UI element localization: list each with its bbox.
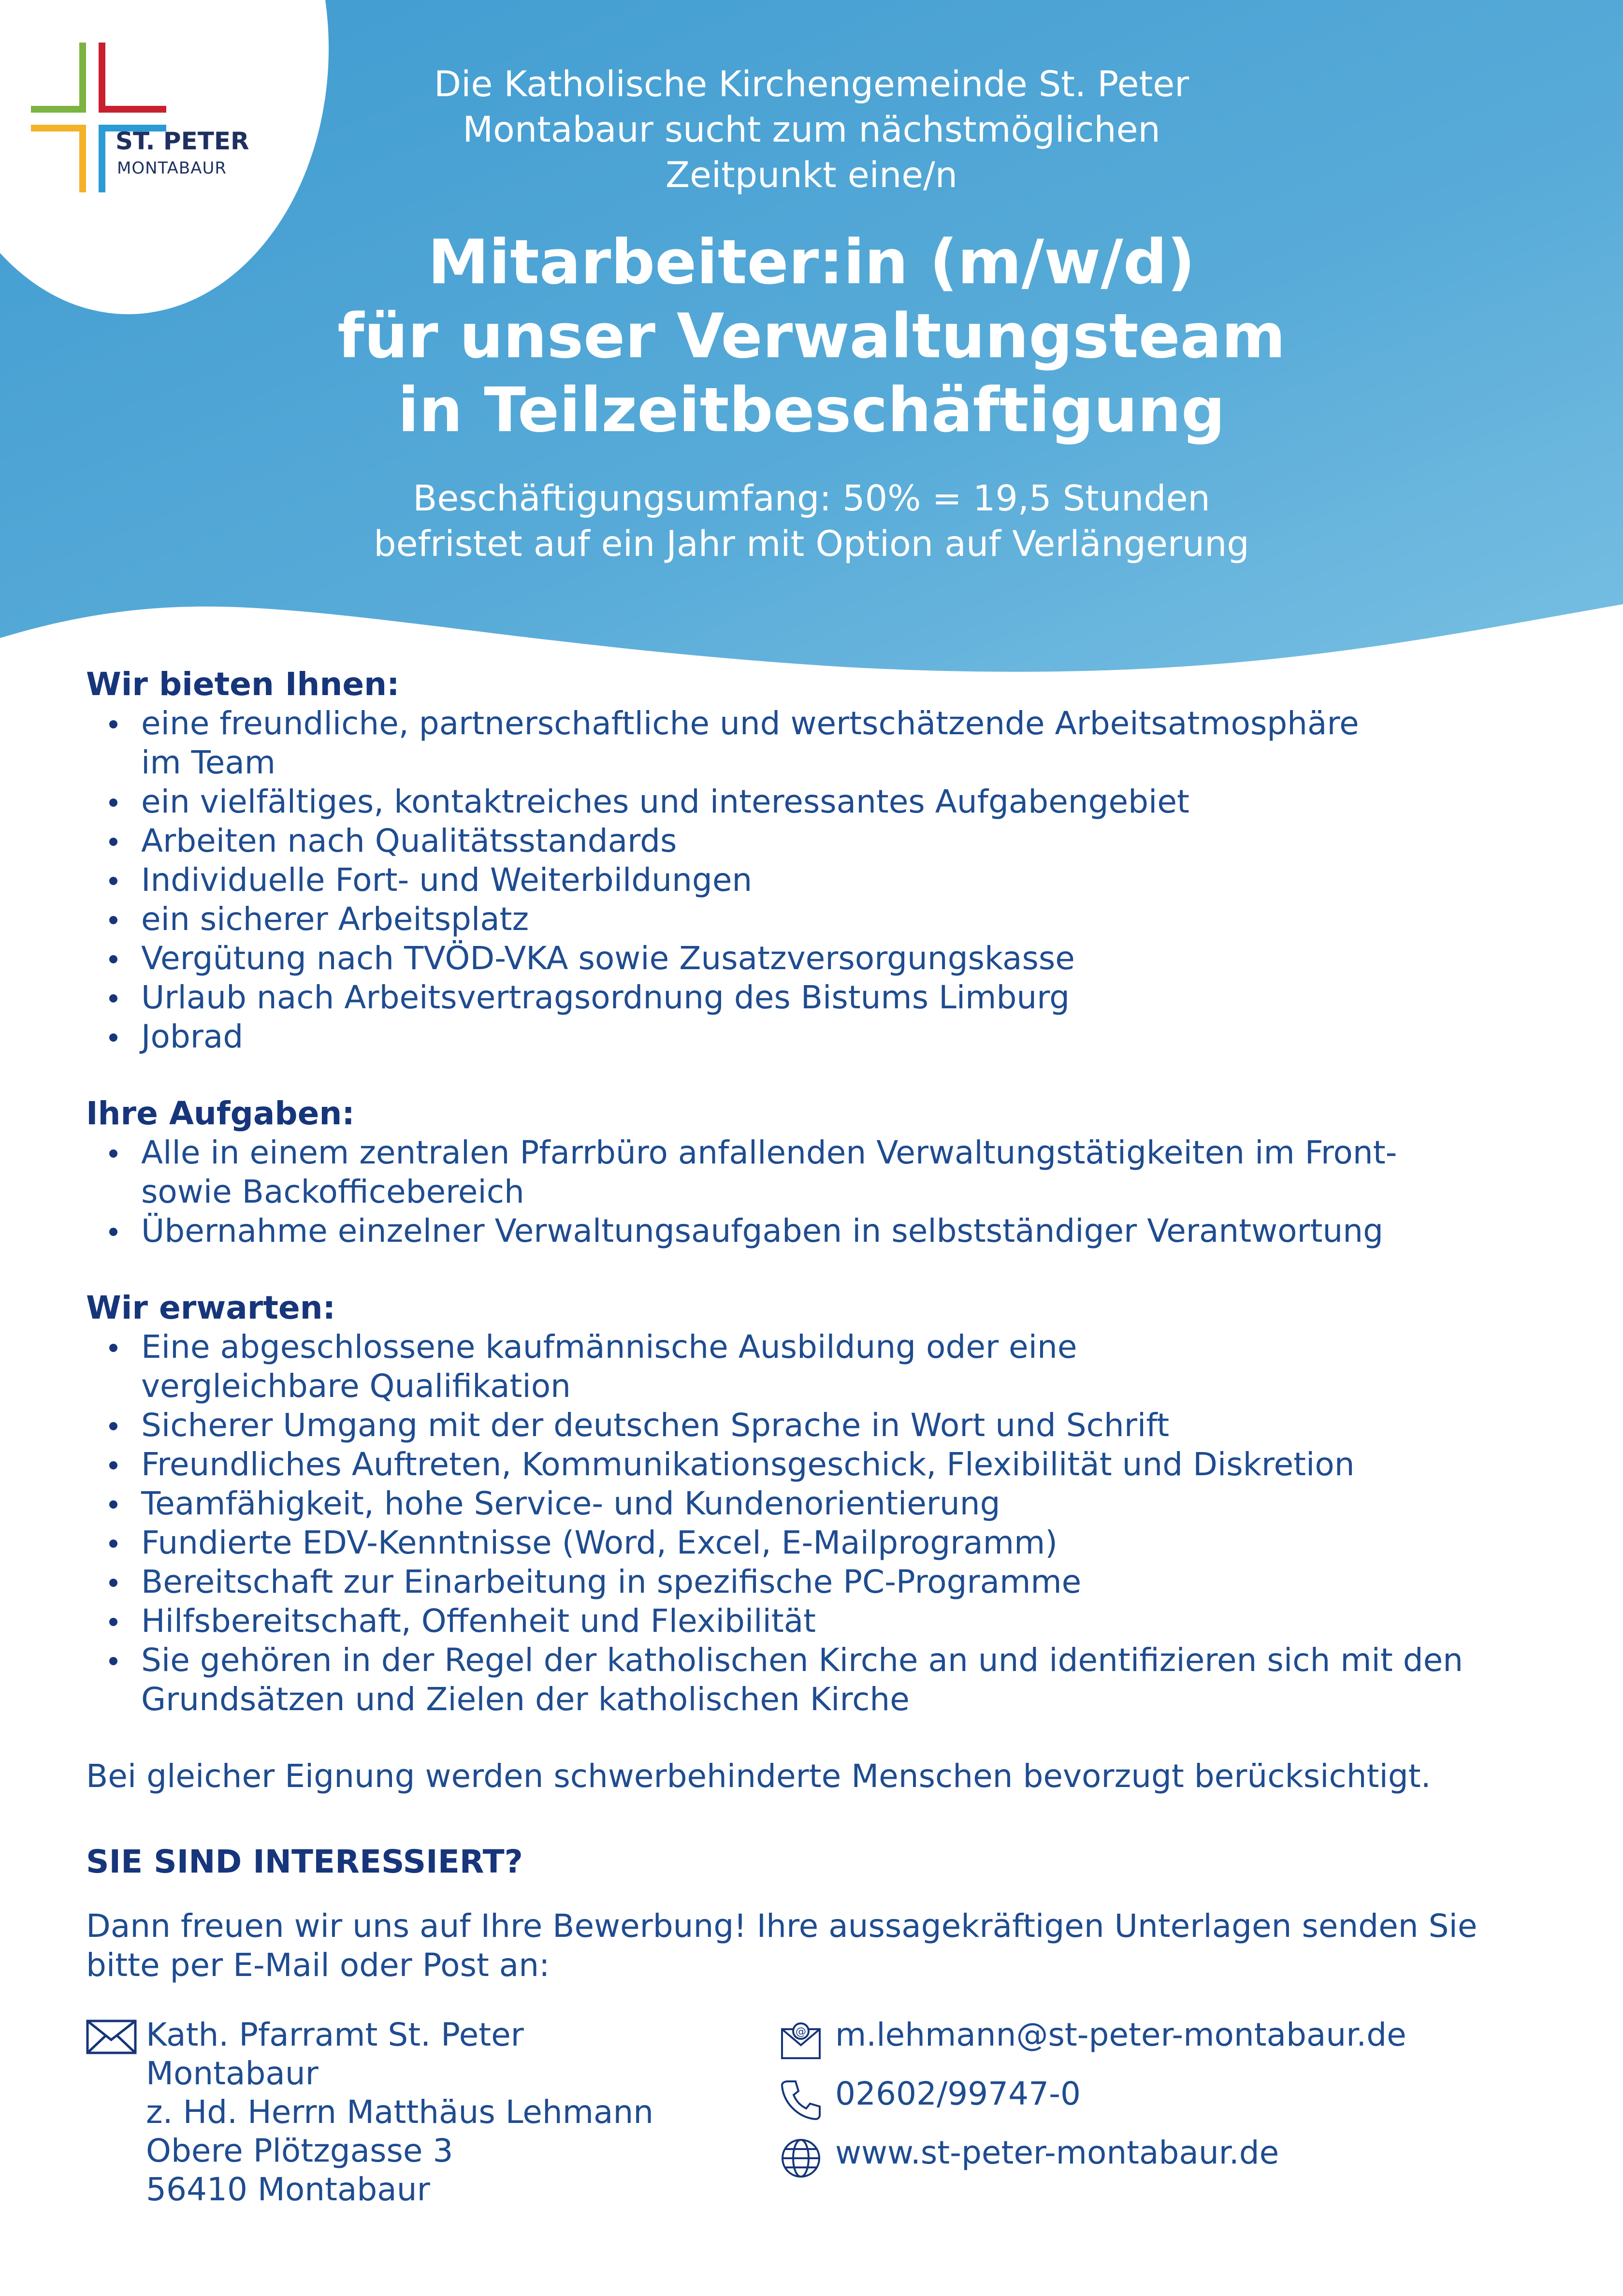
address-line: 56410 Montabaur (146, 2171, 430, 2208)
list-item: Teamfähigkeit, hohe Service- und Kundenorientierung (86, 1484, 1536, 1523)
logo-text-town: MONTABAUR (117, 159, 227, 178)
list-item: Urlaub nach Arbeitsvertragsordnung des Bistums Limburg (86, 978, 1536, 1017)
tasks-list (86, 1133, 1536, 1250)
cta-heading: SIE SIND INTERESSIERT? (86, 1843, 523, 1880)
section-requirements (86, 1288, 1536, 1719)
list-item: Vergütung nach TVÖD-VKA sowie Zusatzversorgungskasse (86, 939, 1536, 978)
requirements-list (86, 1327, 1536, 1719)
list-item: Individuelle Fort- und Weiterbildungen (86, 860, 1536, 900)
list-item: Sie gehören in der Regel der katholischen Kirche an und identifizieren sich mit den Grundsätzen und Zielen der katholischen Kirche (86, 1641, 1536, 1719)
job-title-line: für unser Verwaltungsteam (337, 300, 1286, 372)
address-line: z. Hd. Herrn Matthäus Lehmann (146, 2093, 654, 2131)
header-block (232, 62, 1391, 567)
email-link[interactable]: m.lehmann@st-peter-montabaur.de (835, 2016, 1406, 2053)
list-item: Übernahme einzelner Verwaltungsaufgaben in selbstständiger Verantwortung (86, 1211, 1536, 1250)
address-lines (146, 2016, 774, 2209)
list-item: Hilfsbereitschaft, Offenheit und Flexibilität (86, 1601, 1536, 1641)
employment-scope (232, 476, 1391, 567)
equal-opportunity-notice: Bei gleicher Eignung werden schwerbehinderte Menschen bevorzugt berücksichtigt. (86, 1758, 1431, 1795)
logo-text-name: ST. PETER (116, 127, 249, 155)
job-title-line: Mitarbeiter:in (m/w/d) (428, 226, 1195, 298)
email-at-icon (779, 2019, 823, 2062)
section-heading: Ihre Aufgaben: (86, 1095, 355, 1132)
website-row (779, 2134, 1552, 2193)
job-title-line: in Teilzeitbeschäftigung (398, 374, 1225, 446)
list-item: Bereitschaft zur Einarbeitung in spezifische PC-Programme (86, 1562, 1536, 1601)
application-text: Dann freuen wir uns auf Ihre Bewerbung! Ihre aussagekräftigen Unterlagen senden Sie bitte per E-Mail oder Post an: (86, 1907, 1478, 1984)
list-item: ein vielfältiges, kontaktreiches und interessantes Aufgabengebiet (86, 782, 1536, 821)
list-item: ein sicherer Arbeitsplatz (86, 900, 1536, 939)
section-offer (86, 665, 1536, 1056)
svg-text:@: @ (796, 2026, 806, 2038)
globe-icon (779, 2136, 823, 2180)
scope-line: befristet auf ein Jahr mit Option auf Verlängerung (374, 523, 1249, 565)
list-item: Arbeiten nach Qualitätsstandards (86, 821, 1536, 860)
section-heading: Wir erwarten: (86, 1289, 336, 1326)
intro-text: Die Katholische Kirchengemeinde St. Peter Montabaur sucht zum nächstmöglichen Zeitpunkt eine/n (434, 64, 1189, 196)
envelope-icon (86, 2020, 137, 2054)
address-line: Kath. Pfarramt St. Peter (146, 2016, 524, 2053)
st-peter-logo (31, 43, 253, 202)
phone-row (779, 2075, 1552, 2134)
phone-link[interactable]: 02602/99747-0 (835, 2075, 1081, 2112)
list-item: Eine abgeschlossene kaufmännische Ausbildung oder eine vergleichbare Qualifikation (86, 1327, 1536, 1406)
list-item: Sicherer Umgang mit der deutschen Sprache in Wort und Schrift (86, 1406, 1536, 1445)
address-line: Montabaur (146, 2055, 319, 2092)
scope-line: Beschäftigungsumfang: 50% = 19,5 Stunden (413, 478, 1210, 519)
email-row (779, 2016, 1552, 2075)
section-tasks (86, 1094, 1536, 1250)
list-item: Freundliches Auftreten, Kommunikationsgeschick, Flexibilität und Diskretion (86, 1445, 1536, 1484)
job-title (232, 225, 1391, 447)
list-item: Jobrad (86, 1017, 1536, 1056)
section-heading: Wir bieten Ihnen: (86, 666, 400, 703)
main-content (86, 665, 1536, 1985)
list-item: eine freundliche, partnerschaftliche und wertschätzende Arbeitsatmosphäre im Team (86, 704, 1536, 782)
offer-list (86, 704, 1536, 1056)
address-line: Obere Plötzgasse 3 (146, 2132, 453, 2169)
list-item: Fundierte EDV-Kenntnisse (Word, Excel, E-Mailprogramm) (86, 1523, 1536, 1562)
digital-contacts (779, 2016, 1552, 2193)
list-item: Alle in einem zentralen Pfarrbüro anfallenden Verwaltungstätigkeiten im Front- sowie Backofficebereich (86, 1133, 1536, 1211)
website-link[interactable]: www.st-peter-montabaur.de (835, 2134, 1279, 2171)
phone-icon (779, 2078, 823, 2121)
